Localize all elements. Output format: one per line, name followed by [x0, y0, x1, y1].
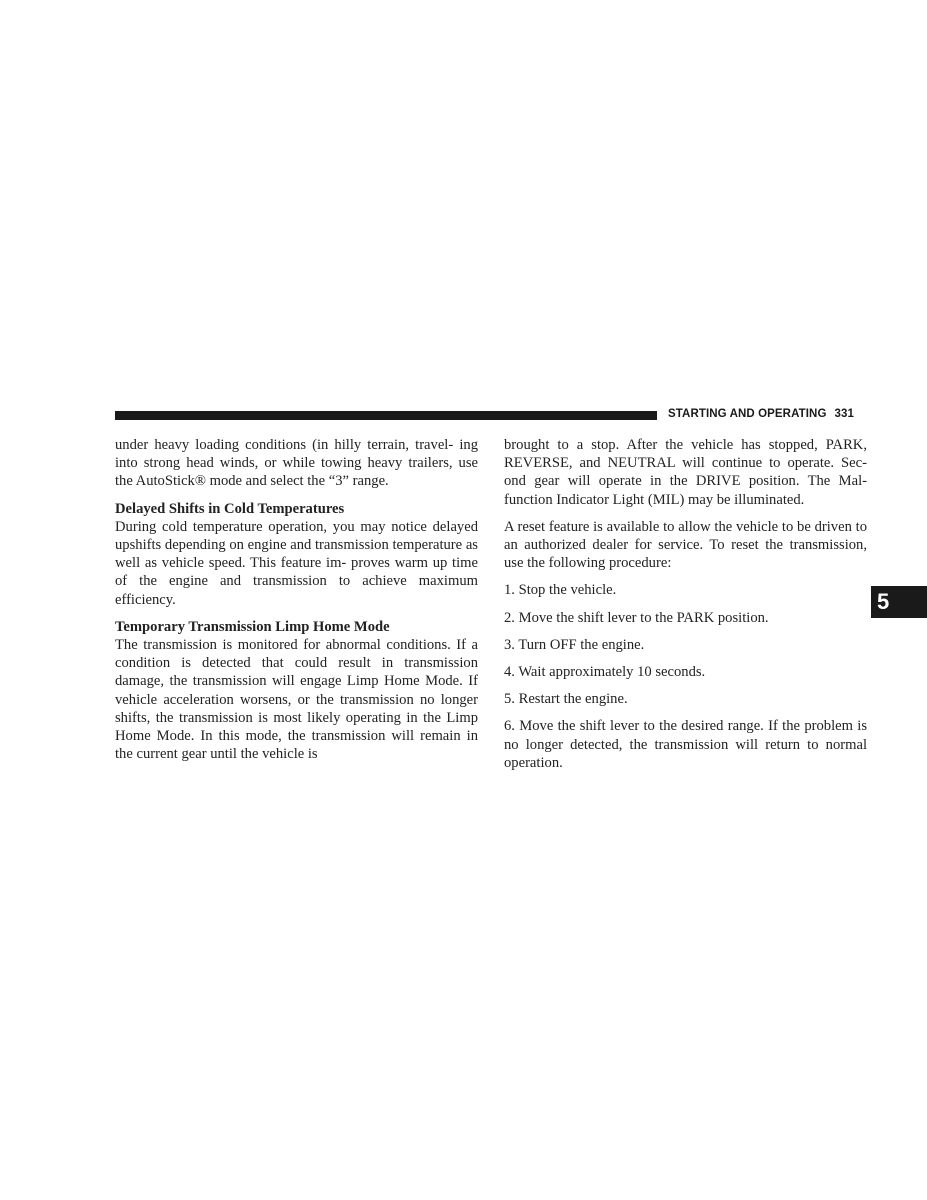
procedure-step: 2. Move the shift lever to the PARK position. [504, 609, 769, 626]
reset-procedure-list [504, 581, 867, 772]
left-column [115, 436, 478, 772]
section-heading: Delayed Shifts in Cold Temperatures [115, 500, 345, 517]
right-column [504, 436, 867, 772]
continuation-paragraph: brought to a stop. After the vehicle has stopped, PARK, REVERSE, and NEUTRAL will continue to operate. Sec- ond gear will operate in the DRIVE position. The Mal- function Indicator Light (MIL) may be illuminated. [504, 437, 867, 508]
procedure-step: 1. Stop the vehicle. [504, 582, 617, 599]
section-limp-home-mode [115, 618, 478, 764]
page-number: 331 [834, 408, 855, 420]
section-heading: Temporary Transmission Limp Home Mode [115, 618, 390, 635]
procedure-step: 5. Restart the engine. [504, 691, 628, 708]
section-body: The transmission is monitored for abnormal conditions. If a condition is detected that could result in transmission damage, the transmission will engage Limp Home Mode. If vehicle acceleration worsens, or the transmission no longer shifts, the transmission is most likely operating in the Limp Home Mode. In this mode, the transmission will remain in the current gear until the vehicle is [115, 637, 478, 763]
reset-intro-paragraph: A reset feature is available to allow the vehicle to be driven to an authorized dealer for service. To reset the transmission, use the following procedure: [504, 518, 867, 572]
header-rule [115, 411, 657, 420]
section-body: During cold temperature operation, you may notice delayed upshifts depending on engine and transmission temperature as well as vehicle speed. This feature im- proves warm up time of the engine and transmission to achieve maximum efficiency. [115, 518, 478, 608]
procedure-step: 3. Turn OFF the engine. [504, 636, 645, 653]
section-title: STARTING AND OPERATING [668, 408, 827, 420]
procedure-step: 6. Move the shift lever to the desired range. If the problem is no longer detected, the transmission will return to normal operation. [504, 718, 867, 771]
procedure-step: 4. Wait approximately 10 seconds. [504, 664, 706, 681]
chapter-tab: 5 [871, 586, 927, 618]
continuation-paragraph: under heavy loading conditions (in hilly terrain, travel- ing into strong head winds, or while towing heavy trailers, use the AutoStick® mode and select the “3” range. [115, 437, 478, 490]
section-delayed-shifts [115, 500, 478, 609]
running-header [668, 408, 854, 420]
